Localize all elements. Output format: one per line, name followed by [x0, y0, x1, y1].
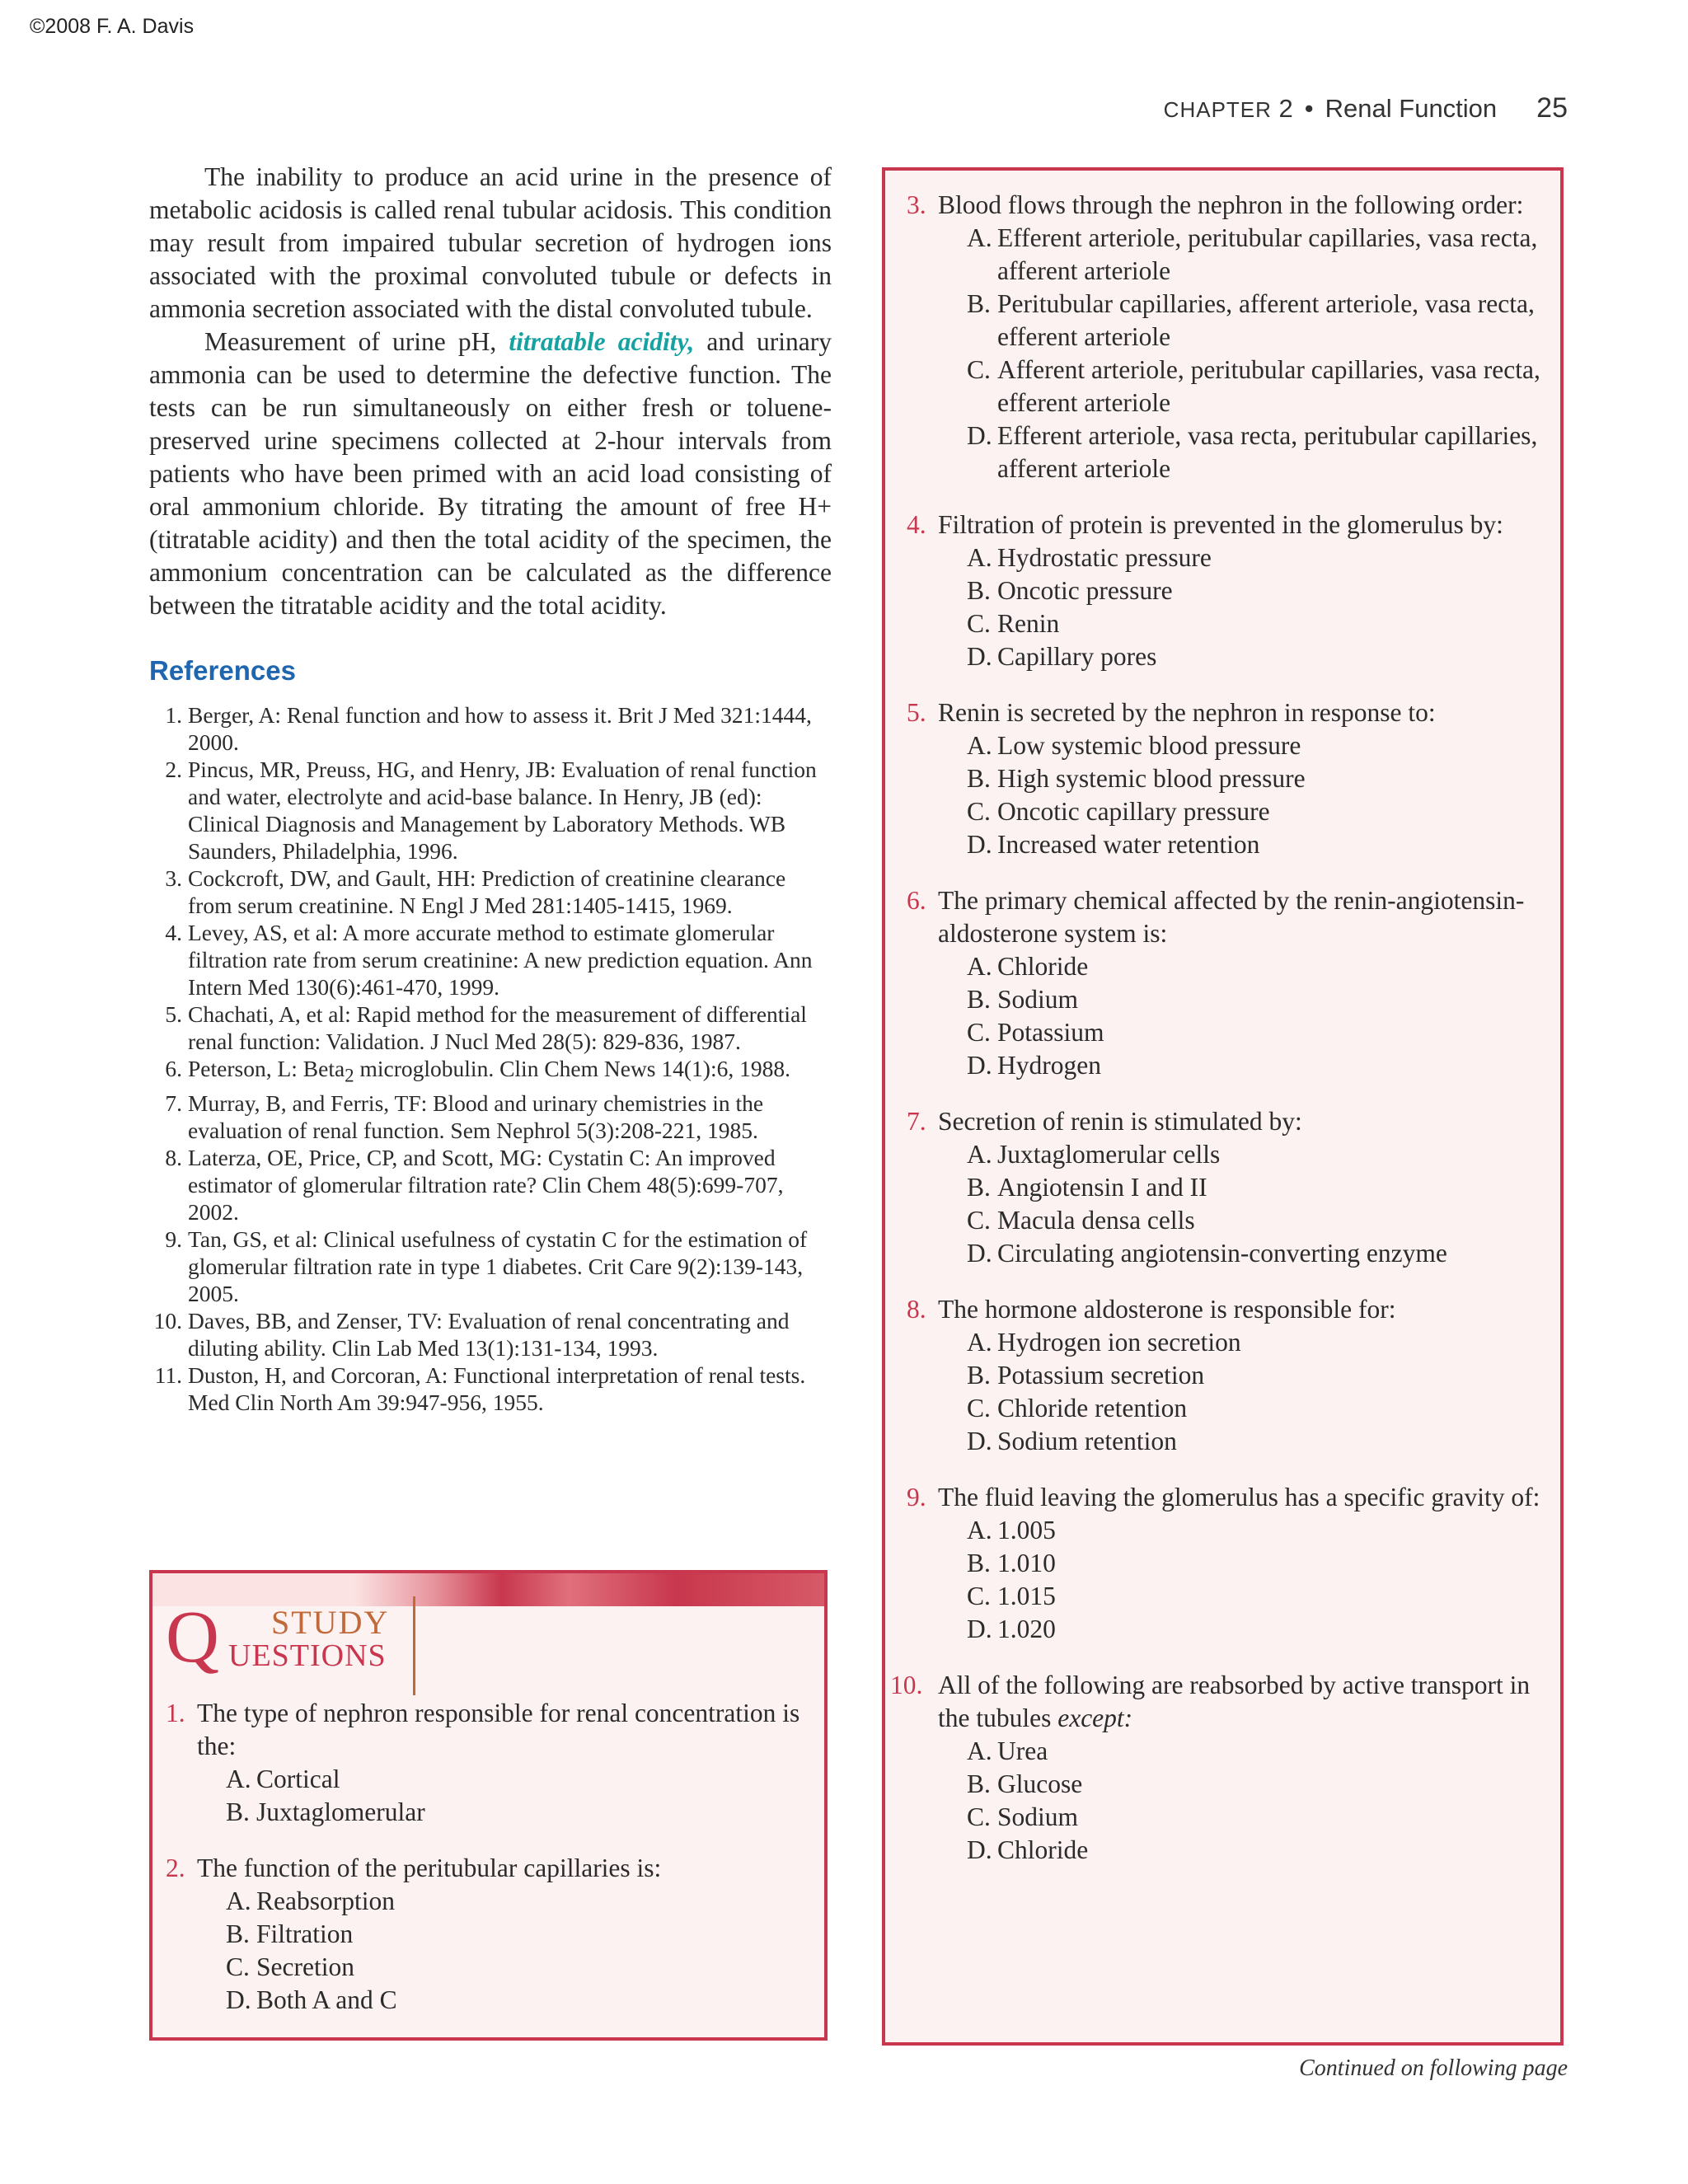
option-text: Potassium	[997, 1018, 1104, 1047]
answer-option	[907, 1735, 1545, 1768]
reference-text: Pincus, MR, Preuss, HG, and Henry, JB: Evaluation of renal function and water, electrolyte and acid-base balance. In Henry, JB (ed): Clinical Diagnosis and Management by Laboratory Methods. WB Saunders, Philadelphia, 1996.	[188, 757, 817, 864]
option-text: Filtration	[256, 1919, 354, 1948]
study-questions-title	[166, 1596, 413, 1687]
option-letter: C.	[967, 797, 991, 826]
reference-subscript: 2	[345, 1065, 354, 1086]
option-text: Circulating angiotensin-converting enzyme	[997, 1239, 1447, 1268]
option-text: Macula densa cells	[997, 1206, 1195, 1235]
question-number: 1.	[166, 1699, 185, 1727]
option-letter: D.	[967, 1615, 992, 1643]
answer-option	[166, 1796, 808, 1829]
option-letter: C.	[967, 1802, 991, 1831]
page-number: 25	[1536, 92, 1568, 124]
answer-option	[166, 1951, 808, 1984]
reference-number: 2.	[165, 757, 182, 782]
option-letter: D.	[967, 1051, 992, 1080]
question-text: The function of the peritubular capillaries is:	[197, 1854, 662, 1882]
option-text: Cortical	[256, 1765, 340, 1793]
question-block	[907, 1105, 1545, 1270]
answer-option	[907, 1514, 1545, 1547]
option-letter: D.	[967, 1427, 992, 1455]
option-text: Urea	[997, 1736, 1048, 1765]
reference-text: microglobulin. Clin Chem News 14(1):6, 1988.	[354, 1056, 790, 1081]
reference-item	[149, 919, 832, 1001]
option-text: Sodium retention	[997, 1427, 1177, 1455]
answer-option	[907, 607, 1545, 640]
question-stem	[907, 1105, 1545, 1138]
question-stem	[907, 1481, 1545, 1514]
option-text: Sodium	[997, 1802, 1079, 1831]
option-letter: C.	[967, 1394, 991, 1422]
p2-end: and urinary ammonia can be used to determine the defective function. The tests can be run simultaneously on either fresh or toluene-preserved urine specimens collected at 2-hour intervals from patients who have been primed with an acid load consisting of oral ammonium chloride. By titrating the amount of free H+ (titratable acidity) and then the total acidity of the specimen, the ammonium concentration can be calculated as the difference between the titratable acidity and the total acidity.	[149, 327, 832, 620]
body-paragraph-2	[149, 326, 832, 622]
question-stem	[907, 189, 1545, 222]
answer-option	[907, 1016, 1545, 1049]
answer-option	[907, 1768, 1545, 1801]
option-text: Chloride	[997, 952, 1089, 981]
reference-text: Chachati, A, et al: Rapid method for the measurement of differential renal function: Validation. J Nucl Med 28(5): 829-836, 1987.	[188, 1001, 807, 1054]
option-text: Hydrogen ion secretion	[997, 1328, 1241, 1357]
reference-number: 3.	[165, 865, 182, 891]
question-number: 7.	[907, 1107, 926, 1136]
answer-option	[166, 1918, 808, 1951]
question-text: All of the following are reabsorbed by active transport in the tubules	[938, 1671, 1531, 1732]
copyright-notice: ©2008 F. A. Davis	[30, 15, 195, 38]
question-block	[907, 509, 1545, 673]
chapter-title: Renal Function	[1325, 94, 1498, 123]
option-letter: B.	[967, 1549, 991, 1577]
question-block	[907, 1481, 1545, 1646]
reference-number: 1.	[165, 702, 182, 728]
study-questions-left	[166, 1697, 808, 2040]
left-column	[149, 161, 832, 1416]
running-head-bullet: •	[1304, 94, 1314, 123]
reference-item	[149, 865, 832, 919]
reference-item	[149, 1001, 832, 1055]
option-text: Hydrogen	[997, 1051, 1101, 1080]
continued-note: Continued on following page	[1299, 2055, 1568, 2081]
question-number: 3.	[907, 190, 926, 219]
reference-number: 10.	[153, 1307, 182, 1333]
option-text: Both A and C	[256, 1985, 397, 2014]
study-questions-box	[149, 1570, 828, 2041]
reference-text: Peterson, L: Beta	[188, 1056, 345, 1081]
option-text: Efferent arteriole, peritubular capillaries, vasa recta, afferent arteriole	[997, 223, 1538, 285]
chapter-label: CHAPTER	[1163, 97, 1272, 122]
option-letter: A.	[226, 1886, 251, 1915]
reference-text: Levey, AS, et al: A more accurate method to estimate glomerular filtration rate from serum creatinine: A new prediction equation. Ann Intern Med 130(6):461-470, 1999.	[188, 920, 813, 1000]
option-text: Glucose	[997, 1769, 1083, 1798]
question-stem	[907, 696, 1545, 729]
option-text: Juxtaglomerular cells	[997, 1140, 1221, 1169]
question-text: Renin is secreted by the nephron in response to:	[938, 698, 1436, 727]
option-letter: D.	[967, 1239, 992, 1268]
question-block	[907, 696, 1545, 861]
question-block	[907, 189, 1545, 485]
option-text: Capillary pores	[997, 642, 1157, 671]
option-text: Renin	[997, 609, 1060, 638]
reference-text: Berger, A: Renal function and how to assess it. Brit J Med 321:1444, 2000.	[188, 702, 812, 755]
question-number: 4.	[907, 510, 926, 539]
question-block	[166, 1697, 808, 1829]
answer-option	[166, 1763, 808, 1796]
option-letter: C.	[226, 1952, 250, 1981]
reference-number: 11.	[154, 1361, 182, 1388]
option-text: 1.005	[997, 1516, 1056, 1544]
references-heading: References	[149, 655, 296, 686]
answer-option	[907, 419, 1545, 485]
reference-item	[149, 1090, 832, 1144]
option-letter: B.	[967, 1361, 991, 1390]
answer-option	[907, 574, 1545, 607]
option-text: Low systemic blood pressure	[997, 731, 1301, 760]
option-letter: D.	[967, 421, 992, 450]
question-stem	[907, 509, 1545, 541]
option-letter: C.	[967, 1206, 991, 1235]
reference-item	[149, 1055, 832, 1090]
option-letter: A.	[226, 1765, 251, 1793]
option-letter: B.	[226, 1919, 250, 1948]
option-letter: A.	[967, 1516, 992, 1544]
answer-option	[166, 1984, 808, 2017]
reference-item	[149, 1361, 832, 1416]
question-text: The fluid leaving the glomerulus has a specific gravity of:	[938, 1483, 1540, 1511]
option-letter: B.	[967, 1769, 991, 1798]
answer-option	[907, 1326, 1545, 1359]
question-text: The primary chemical affected by the renin-angiotensin-aldosterone system is:	[938, 886, 1525, 948]
option-text: Potassium secretion	[997, 1361, 1205, 1390]
option-letter: A.	[967, 731, 992, 760]
option-letter: A.	[967, 1140, 992, 1169]
option-text: Angiotensin I and II	[997, 1173, 1207, 1202]
answer-option	[907, 1049, 1545, 1082]
option-text: Chloride	[997, 1835, 1089, 1864]
reference-item	[149, 701, 832, 756]
references-list	[149, 701, 832, 1416]
option-text: Sodium	[997, 985, 1079, 1014]
option-letter: B.	[967, 1173, 991, 1202]
question-stem	[907, 884, 1545, 950]
option-letter: C.	[967, 1582, 991, 1610]
answer-option	[907, 1138, 1545, 1171]
answer-option	[907, 950, 1545, 983]
option-text: Afferent arteriole, peritubular capillaries, vasa recta, efferent arteriole	[997, 355, 1540, 417]
answer-option	[907, 1392, 1545, 1425]
option-letter: D.	[226, 1985, 251, 2014]
reference-item	[149, 1144, 832, 1226]
running-head	[1164, 92, 1568, 124]
answer-option	[907, 729, 1545, 762]
question-stem	[166, 1852, 808, 1885]
reference-text: Murray, B, and Ferris, TF: Blood and urinary chemistries in the evaluation of renal function. Sem Nephrol 5(3):208-221, 1985.	[188, 1090, 764, 1143]
key-term: titratable acidity,	[509, 327, 695, 356]
question-block	[907, 1293, 1545, 1458]
answer-option	[907, 828, 1545, 861]
title-study: STUDY	[271, 1604, 390, 1641]
reference-text: Duston, H, and Corcoran, A: Functional interpretation of renal tests. Med Clin North Am 39:947-956, 1955.	[188, 1361, 806, 1415]
option-letter: A.	[967, 543, 992, 572]
reference-item	[149, 1307, 832, 1361]
question-text: The type of nephron responsible for renal concentration is the:	[197, 1699, 800, 1760]
option-text: Hydrostatic pressure	[997, 543, 1212, 572]
body-paragraph-1: The inability to produce an acid urine in the presence of metabolic acidosis is called renal tubular acidosis. This condition may result from impaired tubular secretion of hydrogen ions associated with the proximal convoluted tubule or defects in ammonia secretion associated with the distal convoluted tubule.	[149, 162, 832, 323]
reference-text: Tan, GS, et al: Clinical usefulness of cystatin C for the estimation of glomerular filtration rate in type 1 diabetes. Crit Care 9(2):139-143, 2005.	[188, 1226, 808, 1306]
option-text: 1.020	[997, 1615, 1056, 1643]
question-text: Filtration of protein is prevented in the glomerulus by:	[938, 510, 1503, 539]
title-letter-q: Q	[166, 1596, 219, 1678]
option-letter: B.	[226, 1797, 250, 1826]
title-questions: UESTIONS	[228, 1638, 387, 1673]
p2-start: Measurement of urine pH,	[204, 327, 509, 356]
answer-option	[907, 1425, 1545, 1458]
question-number: 10.	[890, 1671, 923, 1699]
option-text: 1.010	[997, 1549, 1056, 1577]
answer-option	[166, 1885, 808, 1918]
option-letter: A.	[967, 1736, 992, 1765]
question-number: 9.	[907, 1483, 926, 1511]
reference-number: 9.	[165, 1226, 182, 1252]
question-block	[166, 1852, 808, 2017]
reference-number: 4.	[165, 920, 182, 945]
reference-number: 7.	[165, 1090, 182, 1116]
option-letter: A.	[967, 223, 992, 252]
reference-text: Daves, BB, and Zenser, TV: Evaluation of renal concentrating and diluting ability. Clin Lab Med 13(1):131-134, 1993.	[188, 1307, 790, 1361]
question-text: Blood flows through the nephron in the following order:	[938, 190, 1524, 219]
answer-option	[907, 1834, 1545, 1867]
reference-text: Cockcroft, DW, and Gault, HH: Prediction of creatinine clearance from serum creatinine. N Engl J Med 281:1405-1415, 1969.	[188, 865, 786, 918]
option-letter: B.	[967, 576, 991, 605]
answer-option	[907, 288, 1545, 354]
answer-option	[907, 1547, 1545, 1580]
option-text: Efferent arteriole, vasa recta, peritubular capillaries, afferent arteriole	[997, 421, 1538, 483]
answer-option	[907, 354, 1545, 419]
option-letter: C.	[967, 609, 991, 638]
option-text: Increased water retention	[997, 830, 1260, 859]
study-questions-continued-box	[882, 167, 1564, 2046]
study-questions-right	[890, 189, 1545, 1890]
option-text: Oncotic pressure	[997, 576, 1173, 605]
option-text: Juxtaglomerular	[256, 1797, 425, 1826]
option-text: Peritubular capillaries, afferent arteriole, vasa recta, efferent arteriole	[997, 289, 1535, 351]
reference-number: 5.	[165, 1001, 182, 1027]
option-letter: D.	[967, 642, 992, 671]
option-text: 1.015	[997, 1582, 1056, 1610]
option-text: Oncotic capillary pressure	[997, 797, 1270, 826]
reference-number: 8.	[165, 1144, 182, 1170]
question-text: Secretion of renin is stimulated by:	[938, 1107, 1302, 1136]
answer-option	[907, 1171, 1545, 1204]
reference-text: Laterza, OE, Price, CP, and Scott, MG: Cystatin C: An improved estimator of glomerular filtration rate? Clin Chem 48(5):699-707, 2002.	[188, 1144, 784, 1225]
option-text: High systemic blood pressure	[997, 764, 1306, 793]
question-stem	[166, 1697, 808, 1763]
question-number: 8.	[907, 1295, 926, 1324]
option-letter: D.	[967, 830, 992, 859]
option-letter: C.	[967, 355, 991, 384]
option-letter: B.	[967, 289, 991, 318]
option-letter: A.	[967, 952, 992, 981]
answer-option	[907, 795, 1545, 828]
question-number: 5.	[907, 698, 926, 727]
answer-option	[907, 640, 1545, 673]
question-stem	[907, 1293, 1545, 1326]
answer-option	[907, 762, 1545, 795]
reference-number: 6.	[165, 1056, 182, 1081]
option-text: Reabsorption	[256, 1886, 395, 1915]
question-text-italic: except:	[1057, 1704, 1133, 1732]
option-text: Chloride retention	[997, 1394, 1188, 1422]
answer-option	[907, 1801, 1545, 1834]
option-letter: A.	[967, 1328, 992, 1357]
answer-option	[907, 541, 1545, 574]
title-divider	[413, 1596, 415, 1695]
option-letter: B.	[967, 764, 991, 793]
question-number: 2.	[166, 1854, 185, 1882]
reference-item	[149, 1226, 832, 1307]
option-letter: B.	[967, 985, 991, 1014]
chapter-number: 2	[1278, 94, 1293, 123]
question-stem	[890, 1669, 1545, 1735]
answer-option	[907, 983, 1545, 1016]
reference-item	[149, 756, 832, 865]
question-block	[907, 884, 1545, 1082]
option-letter: C.	[967, 1018, 991, 1047]
question-text: The hormone aldosterone is responsible for:	[938, 1295, 1396, 1324]
answer-option	[907, 1204, 1545, 1237]
question-block	[890, 1669, 1545, 1867]
option-text: Secretion	[256, 1952, 354, 1981]
answer-option	[907, 1237, 1545, 1270]
answer-option	[907, 1613, 1545, 1646]
answer-option	[907, 1359, 1545, 1392]
answer-option	[907, 1580, 1545, 1613]
question-number: 6.	[907, 886, 926, 915]
answer-option	[907, 222, 1545, 288]
option-letter: D.	[967, 1835, 992, 1864]
